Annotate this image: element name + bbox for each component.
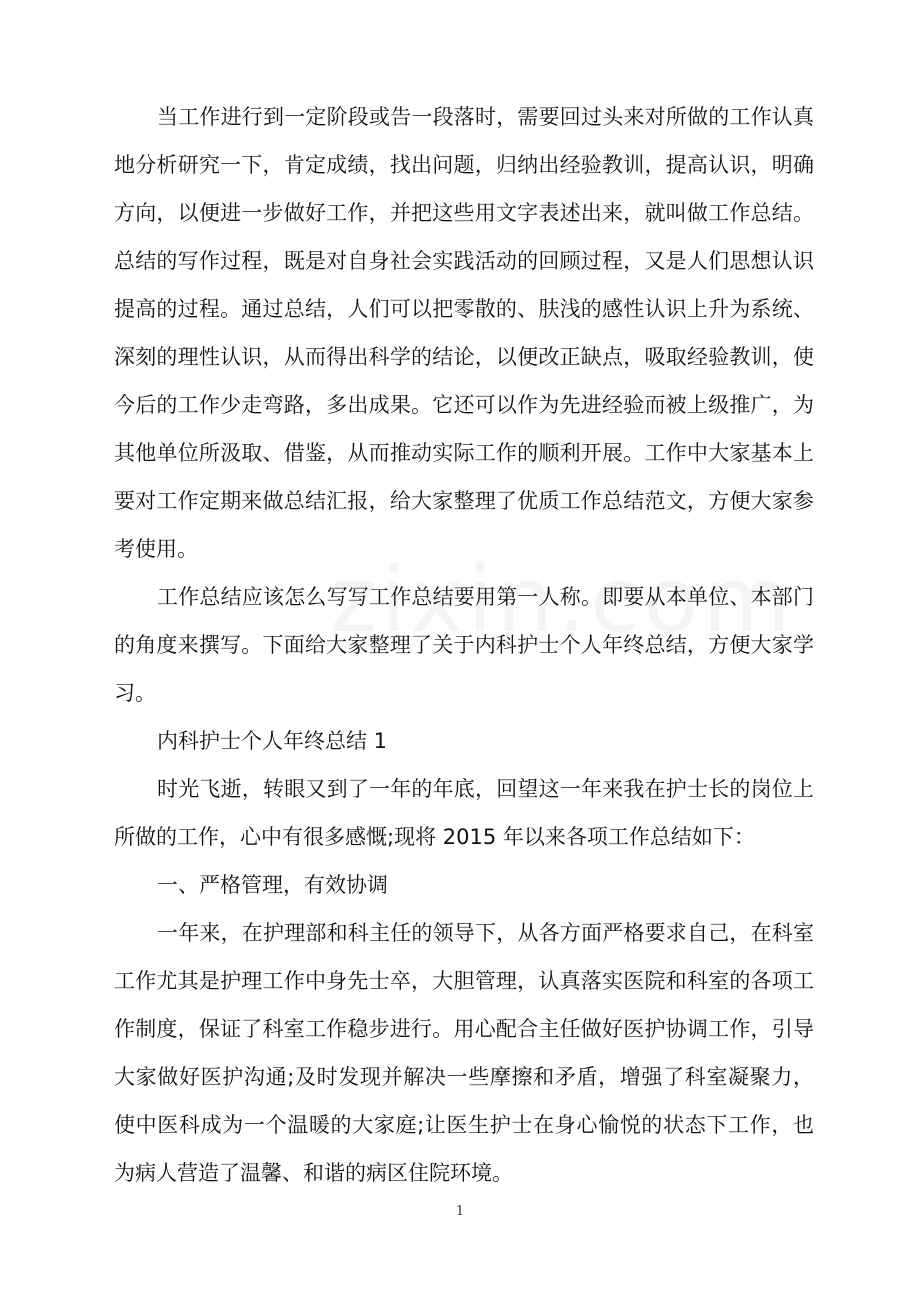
paragraph-intro: 当工作进行到一定阶段或告一段落时，需要回过头来对所做的工作认真地分析研究一下，肯定成绩，找出问题，归纳出经验教训，提高认识，明确方向，以便进一步做好工作，并把这些用文字表述出来，就叫做工作总结。总结的写作过程，既是对自身社会实践活动的回顾过程，又是人们思想认识提高的过程。通过总结，人们可以把零散的、肤浅的感性认识上升为系统、深刻的理性认识，从而得出科学的结论，以便改正缺点，吸取经验教训，使今后的工作少走弯路，多出成果。它还可以作为先进经验而被上级推广，为其他单位所汲取、借鉴，从而推动实际工作的顺利开展。工作中大家基本上要对工作定期来做总结汇报，给大家整理了优质工作总结范文，方便大家参考使用。 (114, 105, 814, 561)
subheading-strict-management: 一、严格管理，有效协调 (157, 873, 388, 897)
paragraph-time-flies: 时光飞逝，转眼又到了一年的年底，回望这一年来我在护士长的岗位上所做的工作，心中有很多感慨;现将 2015 年以来各项工作总结如下： (114, 777, 814, 849)
paragraph-how-to-write: 工作总结应该怎么写写工作总结要用第一人称。即要从本单位、本部门的角度来撰写。下面给大家整理了关于内科护士个人年终总结，方便大家学习。 (114, 585, 814, 705)
page-number: 1 (455, 1204, 465, 1219)
paragraph-management-details: 一年来，在护理部和科主任的领导下，从各方面严格要求自己，在科室工作尤其是护理工作中身先士卒，大胆管理，认真落实医院和科室的各项工作制度，保证了科室工作稳步进行。用心配合主任做好医护协调工作，引导大家做好医护沟通;及时发现并解决一些摩擦和矛盾，增强了科室凝聚力，使中医科成为一个温暖的大家庭;让医生护士在身心愉悦的状态下工作，也为病人营造了温馨、和谐的病区住院环境。 (114, 921, 814, 1185)
document-body (114, 93, 814, 1197)
section-heading-summary-1: 内科护士个人年终总结 1 (157, 729, 388, 753)
